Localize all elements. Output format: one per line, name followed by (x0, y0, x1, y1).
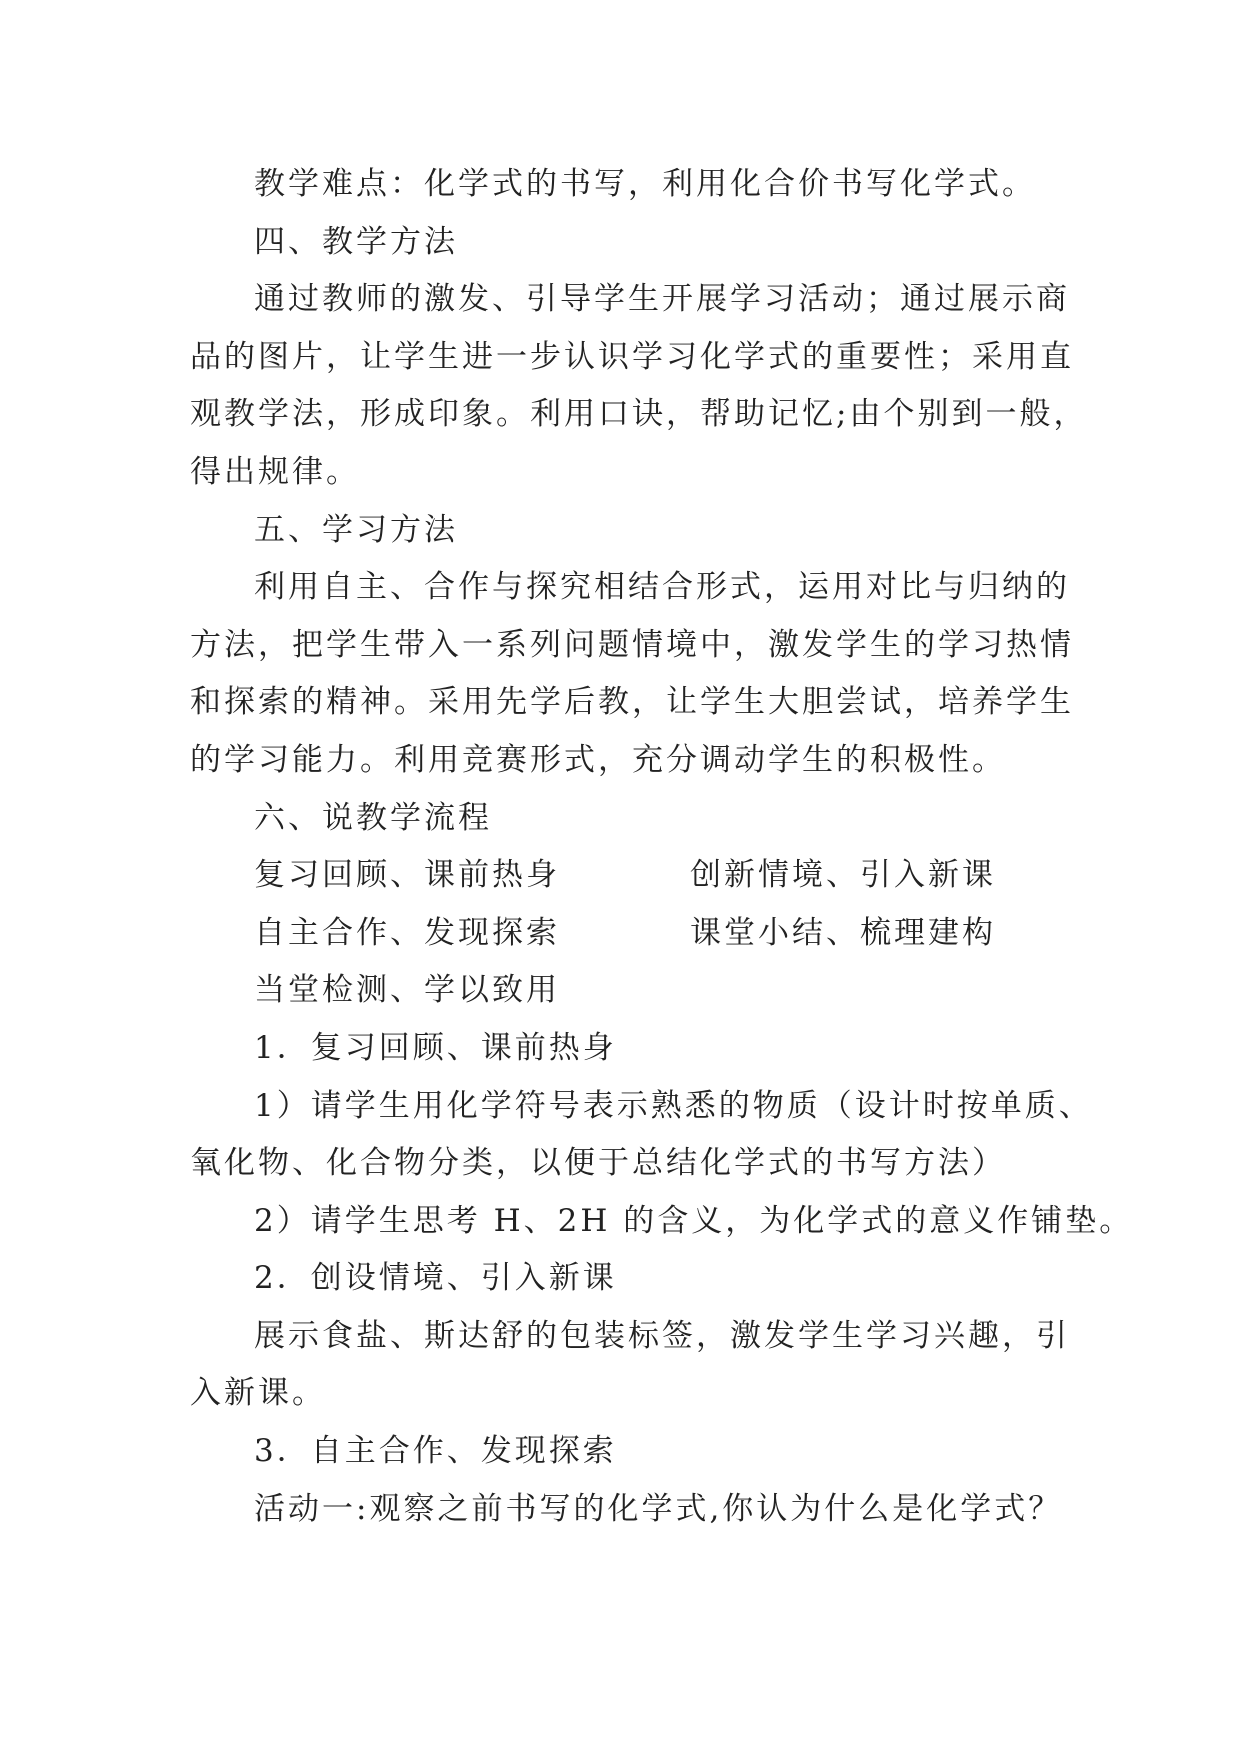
paragraph-line: 1）请学生用化学符号表示熟悉的物质（设计时按单质、 (254, 1087, 1093, 1124)
flow-step: 创新情境、引入新课 (690, 857, 996, 894)
section-heading: 六、说教学流程 (254, 799, 492, 836)
flow-step: 当堂检测、学以致用 (254, 972, 560, 1009)
paragraph-line: 观教学法，形成印象。利用口诀，帮助记忆;由个别到一般， (190, 396, 1088, 433)
paragraph-line: 方法，把学生带入一系列问题情境中，激发学生的学习热情 (190, 626, 1074, 663)
section-heading: 3．自主合作、发现探索 (254, 1433, 617, 1470)
flow-row (190, 905, 1070, 963)
section-heading: 1．复习回顾、课前热身 (254, 1029, 617, 1066)
paragraph-line: 的学习能力。利用竞赛形式，充分调动学生的积极性。 (190, 741, 1006, 778)
paragraph-line: 活动一:观察之前书写的化学式,你认为什么是化学式？ (254, 1490, 1063, 1527)
paragraph-line: 教学难点：化学式的书写，利用化合价书写化学式。 (254, 166, 1036, 202)
paragraph-line: 展示食盐、斯达舒的包装标签，激发学生学习兴趣，引 (254, 1317, 1070, 1354)
flow-step: 自主合作、发现探索 (254, 914, 560, 951)
paragraph-line: 氧化物、化合物分类，以便于总结化学式的书写方法） (190, 1145, 1006, 1182)
paragraph-line: 入新课。 (190, 1375, 326, 1412)
flow-step: 课堂小结、梳理建构 (690, 914, 996, 951)
flow-row (190, 962, 1070, 1020)
paragraph-line: 通过教师的激发、引导学生开展学习活动；通过展示商 (254, 281, 1070, 318)
paragraph-line: 2）请学生思考 H、2H 的含义，为化学式的意义作铺垫。 (254, 1202, 1134, 1239)
section-heading: 四、教学方法 (254, 223, 458, 260)
paragraph-line: 品的图片，让学生进一步认识学习化学式的重要性；采用直 (190, 338, 1074, 375)
paragraph-line: 利用自主、合作与探究相结合形式，运用对比与归纳的 (254, 569, 1070, 606)
paragraph-line: 得出规律。 (190, 453, 360, 490)
section-heading: 五、学习方法 (254, 511, 458, 548)
section-heading: 2．创设情境、引入新课 (254, 1260, 617, 1297)
flow-row (190, 847, 1070, 905)
flow-step: 复习回顾、课前热身 (254, 857, 560, 894)
paragraph-line: 和探索的精神。采用先学后教，让学生大胆尝试，培养学生 (190, 684, 1074, 721)
document-body (190, 156, 1134, 1538)
